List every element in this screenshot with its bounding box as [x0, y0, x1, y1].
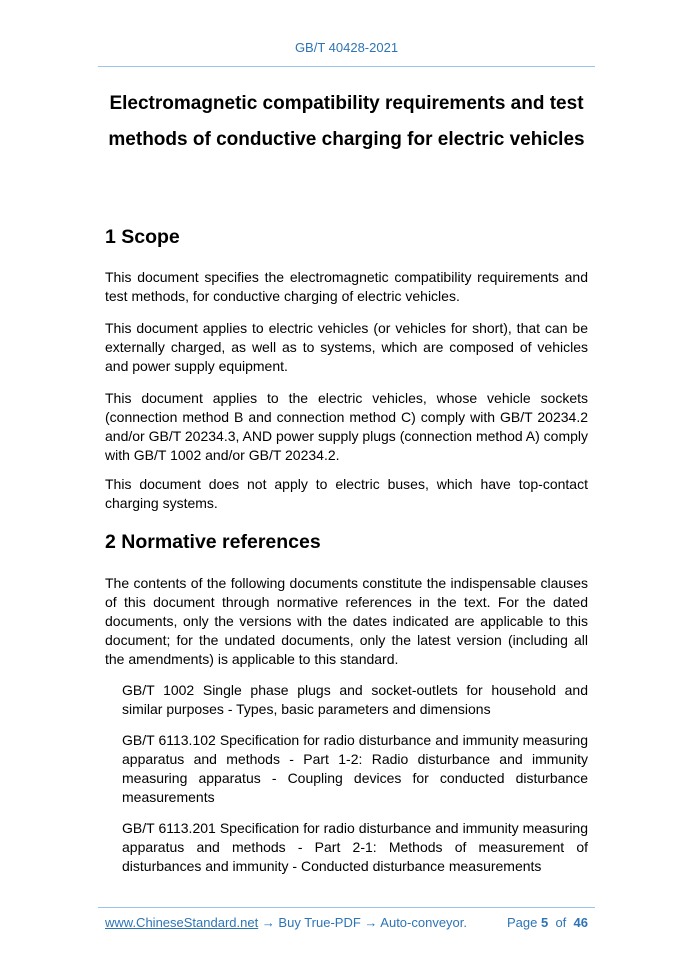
reference-item: GB/T 6113.102 Specification for radio disturbance and immunity measuring apparatus and methods - Part 1-2: Radio disturbance and immunity measuring apparatus - Coupling devices for conducted disturbance measurements [122, 732, 588, 805]
website-link[interactable]: www.ChineseStandard.net [105, 915, 259, 930]
page-label: Page [506, 915, 538, 930]
reference-item: GB/T 6113.201 Specification for radio disturbance and immunity measuring apparatus and methods - Part 2-1: Methods of measurement of disturbances and immunity - Conducted disturbance measurements [122, 820, 588, 874]
header-rule [98, 66, 595, 67]
paragraph: The contents of the following documents constitute the indispensable clauses of this document through normative references in the text. For the dated documents, only the versions with the dates indicated are applicable to this document; for the undated documents, only the latest version (including all the amendments) is applicable to this standard. [105, 575, 588, 667]
of-label: of [555, 915, 567, 930]
paragraph: This document applies to electric vehicles (or vehicles for short), that can be externally charged, as well as to systems, which are composed of vehicles and power supply equipment. [105, 320, 588, 374]
section-heading-normative-references: 2 Normative references [105, 531, 321, 553]
paragraph: This document does not apply to electric buses, which have top-contact charging systems. [105, 476, 588, 511]
paragraph: This document applies to the electric vehicles, whose vehicle sockets (connection method B and connection method C) comply with GB/T 20234.2 and/or GB/T 20234.3, AND power supply plugs (connection method A) comply with GB/T 1002 and/or GB/T 20234.2. [105, 390, 589, 463]
document-title [98, 86, 595, 158]
running-header: GB/T 40428-2021 [294, 40, 399, 55]
current-page: 5 [540, 915, 549, 930]
footer-promo-text: → Buy True-PDF → Auto-conveyor. [258, 915, 468, 930]
title-line-2: methods of conductive charging for electric vehicles [108, 129, 585, 150]
section-heading-scope: 1 Scope [105, 226, 180, 248]
total-pages: 46 [573, 915, 588, 930]
page-number [507, 915, 588, 930]
reference-item: GB/T 1002 Single phase plugs and socket-outlets for household and similar purposes - Types, basic parameters and dimensions [122, 682, 588, 717]
page-footer [105, 915, 588, 930]
title-line-1: Electromagnetic compatibility requirements and test [109, 93, 584, 114]
footer-promo [105, 915, 467, 930]
footer-rule [98, 907, 595, 908]
paragraph: This document specifies the electromagnetic compatibility requirements and test methods, for conductive charging of electric vehicles. [105, 269, 588, 304]
